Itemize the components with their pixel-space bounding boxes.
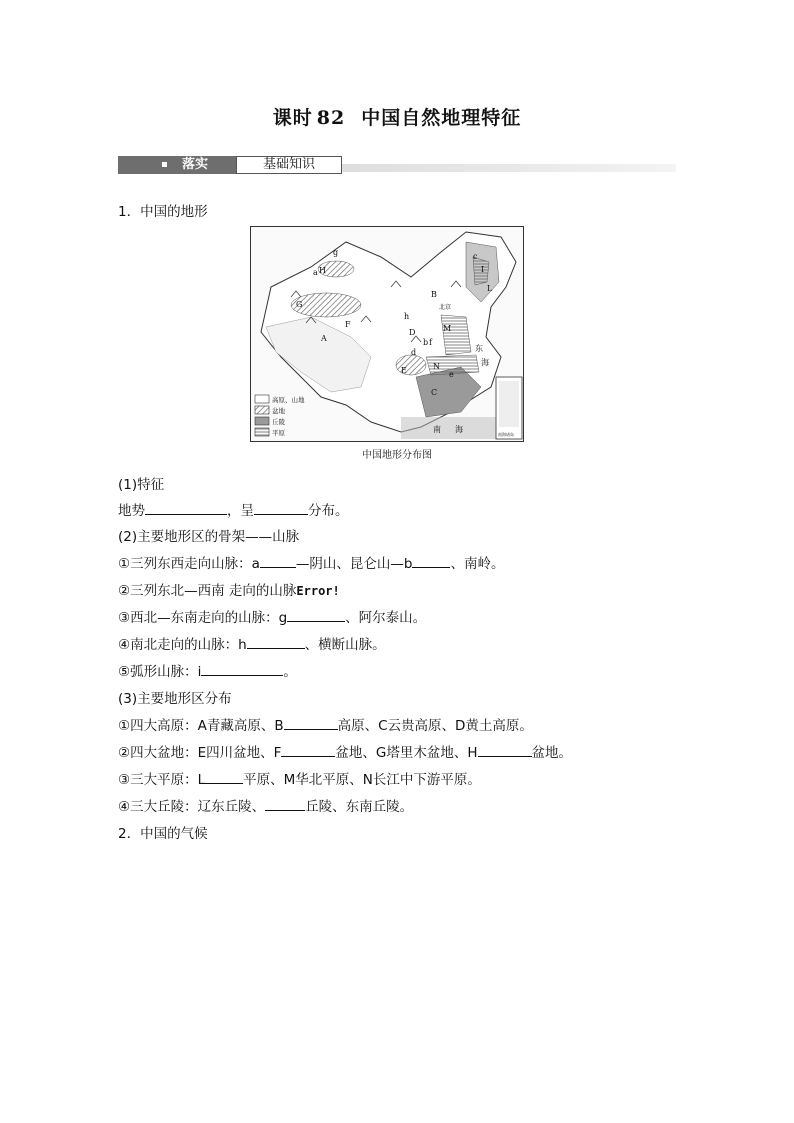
svg-text:高原、山地: 高原、山地 [272,396,305,404]
svg-text:I: I [481,265,485,274]
square-bullet-icon [162,162,167,167]
title-prefix: 课时 [272,107,313,129]
answer-blank[interactable] [260,554,296,568]
mountains-item-1 [118,552,504,572]
svg-text:h: h [404,312,410,321]
svg-text:b: b [423,338,429,347]
feature-text-c: 分布。 [308,503,349,519]
svg-text:平原: 平原 [272,429,285,437]
mountains-heading: (2)主要地形区的骨架——山脉 [118,529,300,545]
svg-text:南: 南 [433,425,441,434]
feature-text-b: ，呈 [227,503,254,519]
item-text: 盆地、G塔里木盆地、H [335,745,478,761]
china-terrain-map [250,226,524,442]
answer-blank[interactable] [478,743,532,757]
answer-blank[interactable] [254,501,308,515]
answer-blank[interactable] [284,716,338,730]
section-tag-light: 基础知识 [236,156,342,174]
svg-text:c: c [473,252,478,261]
regions-plateau [118,714,533,734]
mountains-item-4 [118,633,386,653]
feature-text-a: 地势 [118,503,145,519]
answer-blank[interactable] [265,797,305,811]
answer-blank[interactable] [287,608,345,622]
section-tag-dark [118,156,236,174]
map-caption: 中国地形分布图 [362,450,432,461]
item-text: ②四大盆地：E四川盆地、F [118,745,282,761]
page-title [0,103,794,130]
map-graphic [251,227,523,441]
svg-text:B: B [431,290,437,299]
item-text: 盆地。 [531,745,573,761]
regions-basin [118,741,572,761]
item-text: 丘陵、东南丘陵。 [305,799,414,815]
question-2-heading: 2．中国的气候 [118,826,208,842]
mountains-item-3 [118,606,426,626]
feature-heading: (1)特征 [118,477,165,493]
item-text: ①三列东西走向山脉：a [118,556,260,572]
svg-text:N: N [433,362,440,371]
error-text: Error! [296,584,340,598]
regions-plain [118,768,481,788]
answer-blank[interactable] [205,770,243,784]
svg-text:丘陵: 丘陵 [272,418,285,426]
section-dark-label: 落实 [182,157,209,172]
item-text: 。 [283,664,297,680]
svg-text:g: g [333,248,339,257]
item-text: 走向的山脉 [228,583,297,599]
item-text: ③三大平原：L [118,772,206,788]
item-text: 高原、C云贵高原、D黄土高原。 [337,718,533,734]
question-1-heading: 1．中国的地形 [118,204,208,220]
answer-blank[interactable] [412,554,450,568]
item-text: ④南北走向的山脉：h [118,637,247,653]
svg-text:D: D [409,328,416,337]
svg-text:A: A [321,334,327,343]
svg-text:f: f [429,338,432,347]
item-text: 、横断山脉。 [304,637,386,653]
item-text: ④三大丘陵：辽东丘陵、 [118,799,266,815]
svg-text:盆地: 盆地 [272,407,285,415]
mountains-item-2 [118,579,340,599]
item-text: 平原、M华北平原、N长江中下游平原。 [243,772,481,788]
svg-text:C: C [431,388,438,397]
svg-text:F: F [345,320,351,329]
feature-line [118,499,349,519]
svg-text:H: H [319,266,326,275]
svg-text:海: 海 [455,425,463,434]
svg-text:北京: 北京 [439,304,452,311]
section-header [118,156,676,174]
item-text: ②三列东北—西南 [118,583,225,599]
item-text: 、南岭。 [450,556,505,572]
answer-blank[interactable] [281,743,335,757]
item-text: ①四大高原：A青藏高原、B [118,718,284,734]
svg-text:G: G [296,300,303,309]
svg-text:E: E [401,366,407,375]
item-text: 、阿尔泰山。 [345,610,427,626]
item-text: ⑤弧形山脉：i [118,664,202,680]
svg-text:海: 海 [481,358,489,367]
mountains-item-5 [118,660,297,680]
svg-text:M: M [443,324,452,333]
svg-text:L: L [487,284,493,293]
svg-text:东: 东 [475,344,483,353]
title-text: 中国自然地理特征 [361,107,522,129]
svg-text:d: d [411,348,417,357]
title-number: 82 [316,107,346,129]
item-text: —阴山、昆仑山—b [295,556,413,572]
answer-blank[interactable] [145,501,227,515]
svg-text:南海诸岛: 南海诸岛 [498,432,514,437]
svg-text:a: a [313,268,318,277]
regions-hill [118,795,413,815]
item-text: ③西北—东南走向的山脉：g [118,610,288,626]
answer-blank[interactable] [201,662,283,676]
svg-text:e: e [449,370,454,379]
answer-blank[interactable] [247,635,305,649]
regions-heading: (3)主要地形区分布 [118,691,232,707]
